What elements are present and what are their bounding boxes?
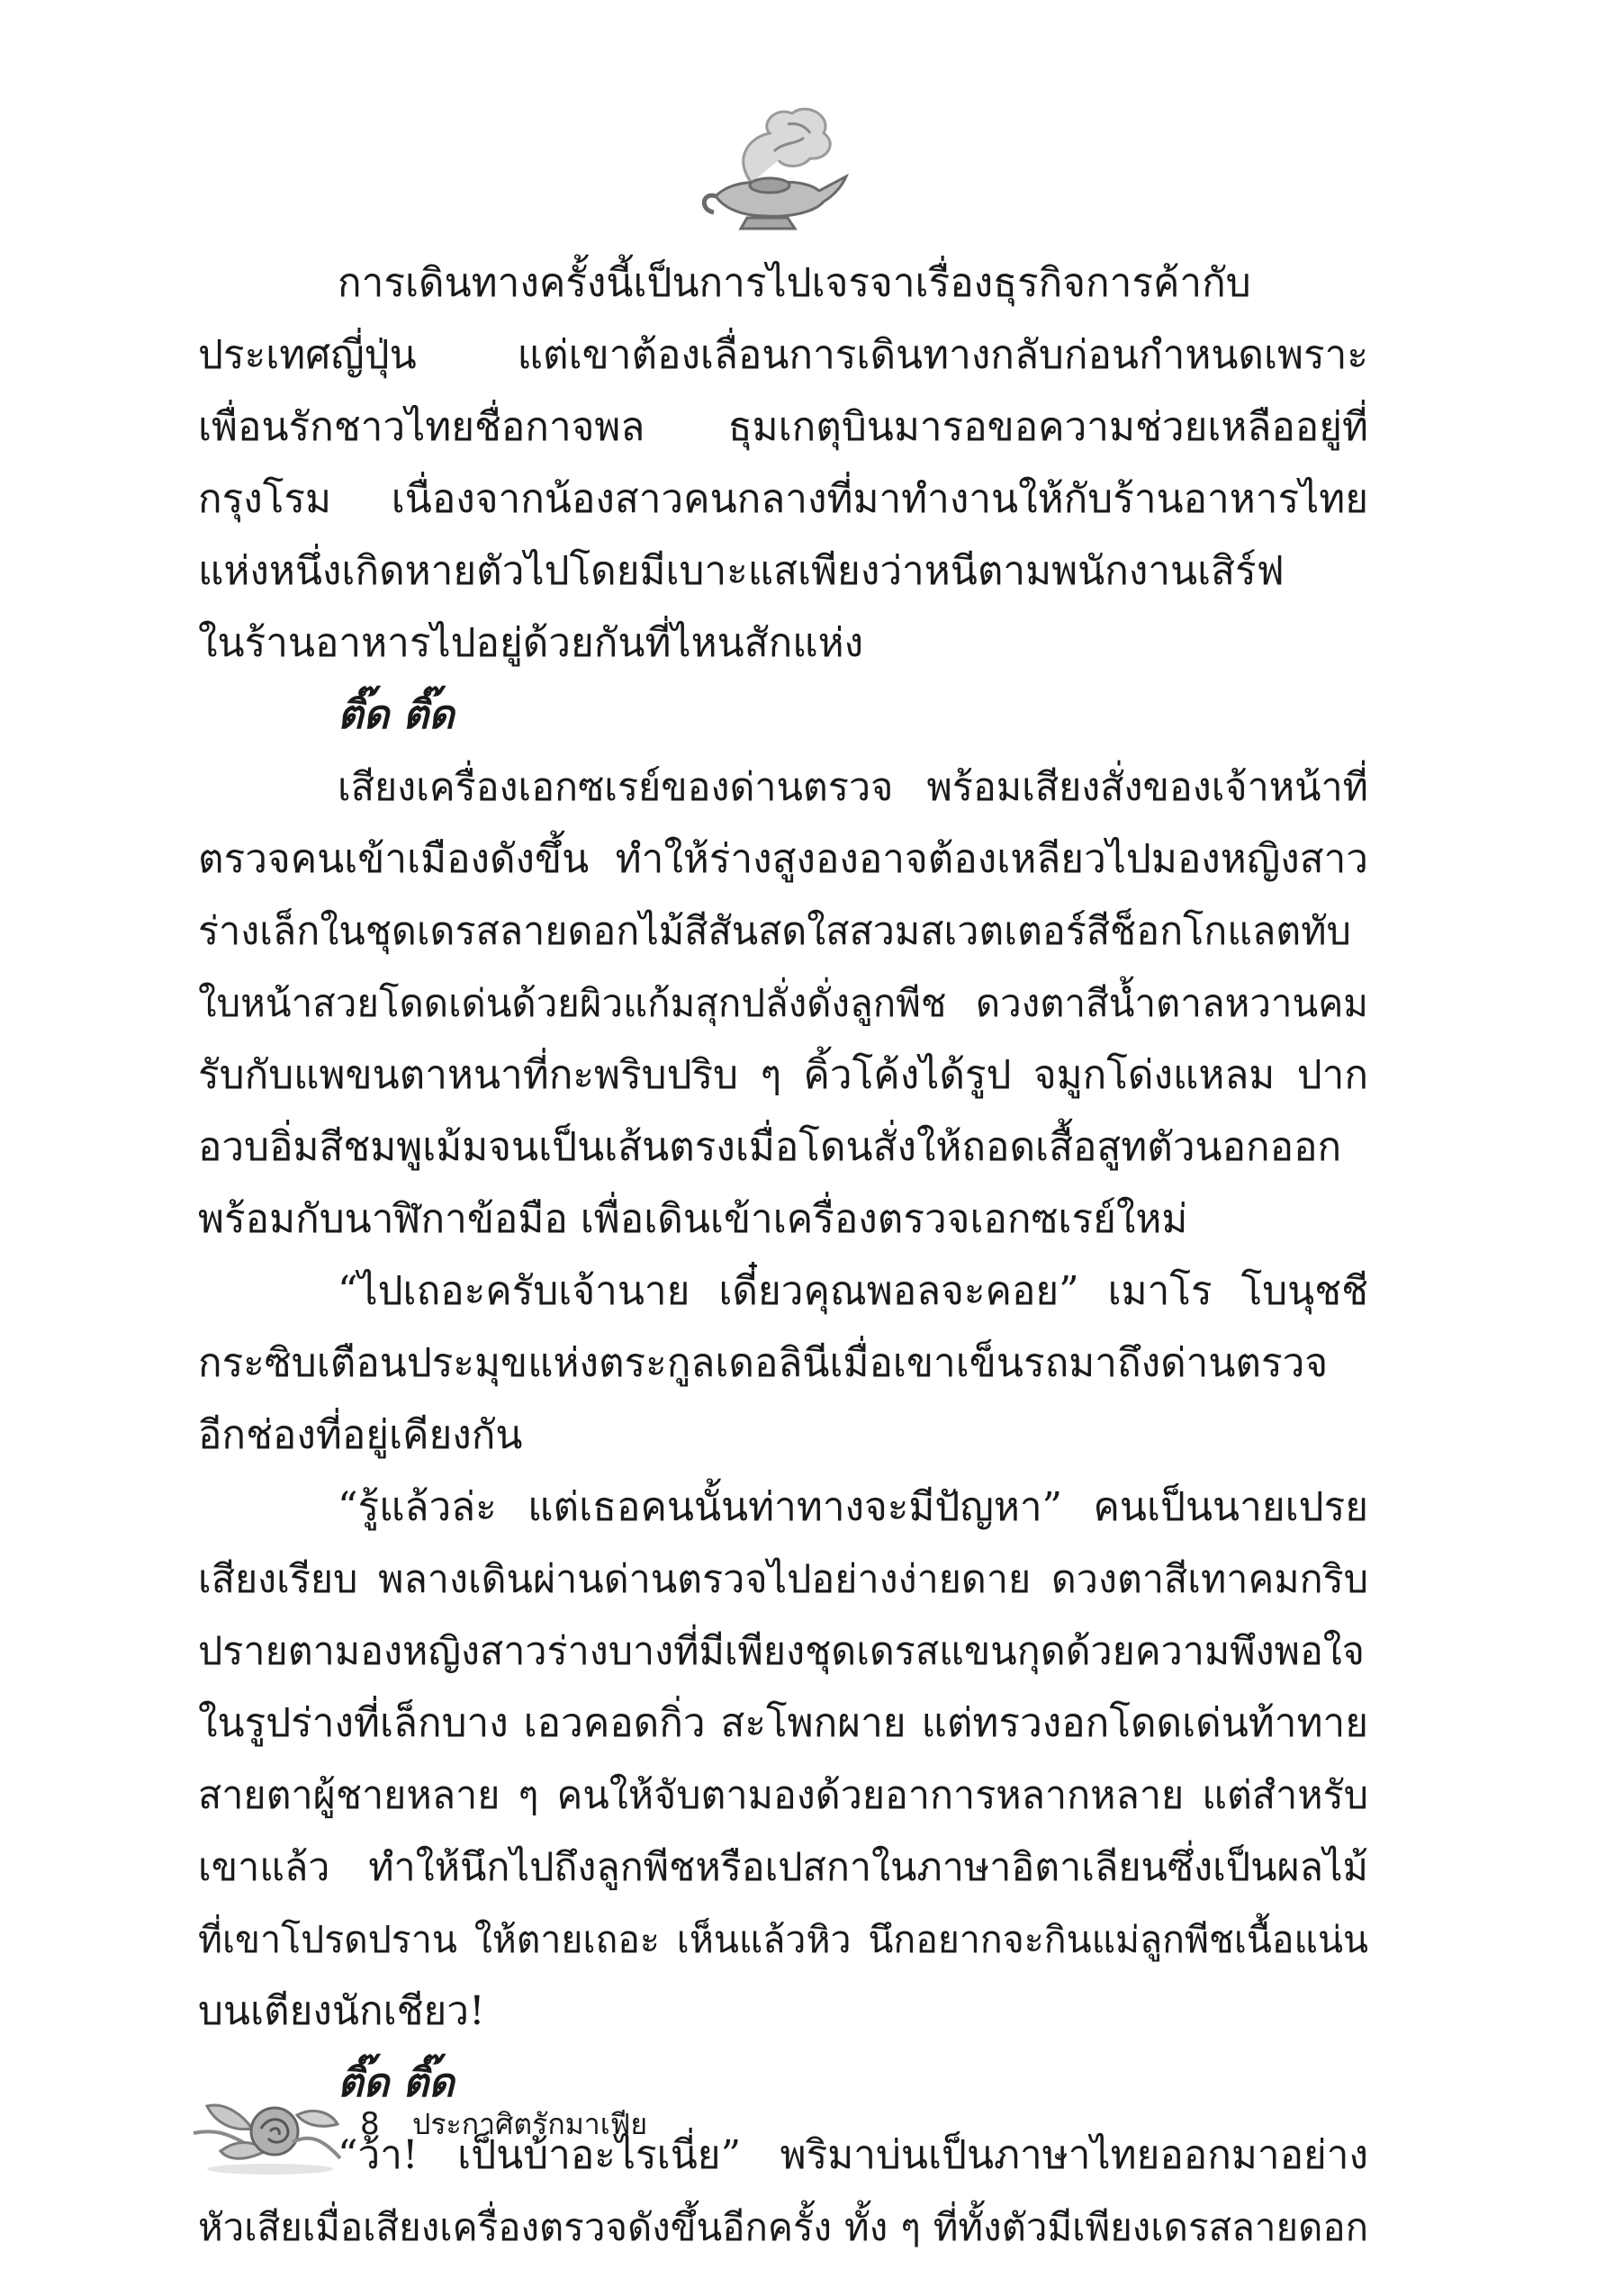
paragraph-line: “รู้แล้วล่ะ แต่เธอคนนั้นท่าทางจะมีปัญหา” คนเป็นนายเปรย xyxy=(338,1484,1368,1530)
paragraph-line: เสียงเครื่องเอกซเรย์ของด่านตรวจ พร้อมเสียงสั่งของเจ้าหน้าที่ xyxy=(338,765,1368,810)
paragraph-line: พร้อมกับนาฬิกาข้อมือ เพื่อเดินเข้าเครื่องตรวจเอกซเรย์ใหม่ xyxy=(198,1196,1188,1242)
paragraph-line: หัวเสียเมื่อเสียงเครื่องตรวจดังขึ้นอีกครั้ง ทั้ง ๆ ที่ทั้งตัวมีเพียงเดรสลายดอก xyxy=(198,2205,1368,2249)
paragraph-line: เพื่อนรักชาวไทยชื่อกาจพล ธุมเกตุบินมารอขอความช่วยเหลืออยู่ที่ xyxy=(198,404,1368,450)
paragraph-line: ร่างเล็กในชุดเดรสลายดอกไม้สีสันสดใสสวมสเวตเตอร์สีช็อกโกแลตทับ xyxy=(198,909,1351,954)
paragraph-line: อีกช่องที่อยู่เคียงกัน xyxy=(198,1412,523,1458)
paragraph-line: ในรูปร่างที่เล็กบาง เอวคอดกิ่ว สะโพกผาย แต่ทรวงอกโดดเด่นท้าทาย xyxy=(198,1700,1368,1746)
rose-flower-icon xyxy=(189,2079,347,2178)
paragraph-line: การเดินทางครั้งนี้เป็นการไปเจรจาเรื่องธุรกิจการค้ากับ xyxy=(338,260,1251,306)
paragraph-line: ตรวจคนเข้าเมืองดังขึ้น ทำให้ร่างสูงองอาจต้องเหลียวไปมองหญิงสาว xyxy=(198,836,1368,882)
sound-effect-line: ติ๊ด ติ๊ด xyxy=(338,692,455,738)
paragraph-line: กระซิบเตือนประมุขแห่งตระกูลเดอลินีเมื่อเขาเข็นรถมาถึงด่านตรวจ xyxy=(198,1340,1329,1386)
body-text xyxy=(198,248,1368,2264)
paragraph-line: เสียงเรียบ พลางเดินผ่านด่านตรวจไปอย่างง่ายดาย ดวงตาสีเทาคมกริบ xyxy=(198,1557,1368,1602)
page-footer xyxy=(189,2079,999,2178)
sound-effect-line: ติ๊ด ติ๊ด xyxy=(338,2060,455,2106)
paragraph-line: เขาแล้ว ทำให้นึกไปถึงลูกพีชหรือเปสกาในภาษาอิตาเลียนซึ่งเป็นผลไม้ xyxy=(198,1845,1368,1890)
page-number: 8 xyxy=(360,2106,380,2142)
paragraph-line: ใบหน้าสวยโดดเด่นด้วยผิวแก้มสุกปลั่งดั่งลูกพีช ดวงตาสีน้ำตาลหวานคม xyxy=(198,981,1368,1025)
paragraph-line: บนเตียงนักเชียว! xyxy=(198,1988,485,2034)
paragraph-line: กรุงโรม เนื่องจากน้องสาวคนกลางที่มาทำงานให้กับร้านอาหารไทย xyxy=(198,476,1368,522)
genie-lamp-icon xyxy=(698,97,851,232)
paragraph-line: ปรายตามองหญิงสาวร่างบางที่มีเพียงชุดเดรสแขนกุดด้วยความพึงพอใจ xyxy=(198,1629,1365,1674)
paragraph-line: ประเทศญี่ปุ่น แต่เขาต้องเลื่อนการเดินทางกลับก่อนกำหนดเพราะ xyxy=(198,332,1368,378)
paragraph-line: อวบอิ่มสีชมพูเม้มจนเป็นเส้นตรงเมื่อโดนสั่งให้ถอดเสื้อสูทตัวนอกออก xyxy=(198,1124,1342,1170)
paragraph-line: “ไปเถอะครับเจ้านาย เดี๋ยวคุณพอลจะคอย” เมาโร โบนุชชี xyxy=(338,1268,1368,1314)
paragraph-line: สายตาผู้ชายหลาย ๆ คนให้จับตามองด้วยอาการหลากหลาย แต่สำหรับ xyxy=(198,1773,1368,1818)
paragraph-line: แห่งหนึ่งเกิดหายตัวไปโดยมีเบาะแสเพียงว่าหนีตามพนักงานเสิร์ฟ xyxy=(198,548,1285,594)
paragraph-line: ในร้านอาหารไปอยู่ด้วยกันที่ไหนสักแห่ง xyxy=(198,620,864,666)
paragraph-line: รับกับแพขนตาหนาที่กะพริบปริบ ๆ คิ้วโค้งได้รูป จมูกโด่งแหลม ปาก xyxy=(198,1052,1368,1098)
book-title: ประกาศิตรักมาเฟีย xyxy=(412,2107,648,2141)
paragraph-line: ที่เขาโปรดปราน ให้ตายเถอะ เห็นแล้วหิว นึกอยากจะกินแม่ลูกพีชเนื้อแน่น xyxy=(198,1918,1368,1961)
paragraph-line: “ว้า! เป็นบ้าอะไรเนี่ย” พริมาบ่นเป็นภาษาไทยออกมาอย่าง xyxy=(338,2132,1368,2178)
